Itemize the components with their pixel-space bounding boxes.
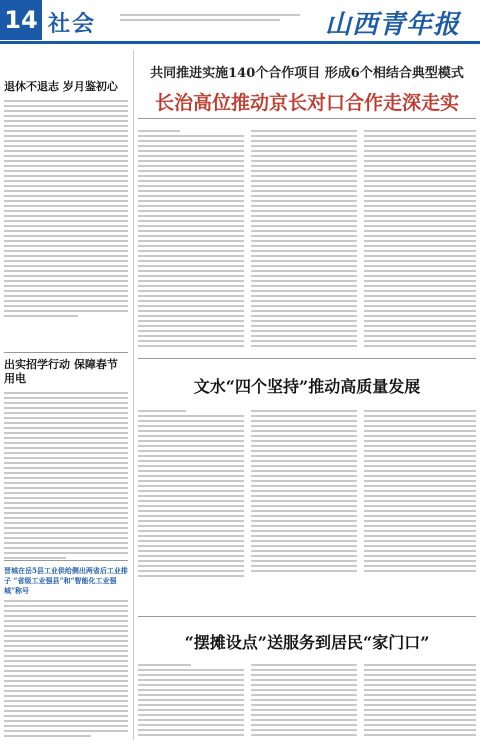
left-mid-body bbox=[4, 392, 128, 562]
section-title: 社会 bbox=[48, 11, 97, 37]
main-headline: 长治高位推动京长对口合作走深走实 bbox=[154, 92, 459, 114]
divider bbox=[138, 358, 476, 359]
page-number: 14 bbox=[0, 0, 42, 40]
divider bbox=[138, 616, 476, 617]
middle-headline: 文水“四个坚持”推动高质量发展 bbox=[193, 377, 421, 396]
left-bottom-headline: 晋城在岳5县工业供给侧出两省后工业排子 “省级工业强县”和“智能化工业强城”称号 bbox=[4, 566, 128, 595]
middle-body-col-3 bbox=[364, 410, 476, 575]
column-divider bbox=[133, 50, 134, 740]
paper-logo: 山西青年报 bbox=[325, 10, 461, 40]
middle-body-col-1 bbox=[138, 410, 244, 580]
main-body-col-2 bbox=[251, 130, 357, 350]
bottom-body-col-1 bbox=[138, 664, 244, 739]
bottom-headline: “摆摊设点”送服务到居民“家门口” bbox=[184, 633, 430, 652]
left-bottom-body bbox=[4, 600, 128, 740]
masthead bbox=[0, 0, 480, 44]
main-body-col-3 bbox=[364, 130, 476, 350]
masthead-meta bbox=[120, 6, 300, 24]
bottom-body-col-3 bbox=[364, 664, 476, 739]
divider bbox=[138, 118, 476, 119]
left-top-body bbox=[4, 100, 128, 320]
divider bbox=[4, 560, 128, 561]
main-body-col-1 bbox=[138, 130, 244, 350]
left-mid-headline: 出实招学行动 保障春节用电 bbox=[4, 358, 118, 385]
main-kicker: 共同推进实施140个合作项目 形成6个相结合典型模式 bbox=[150, 66, 464, 81]
divider bbox=[4, 352, 128, 353]
middle-body-col-2 bbox=[251, 410, 357, 575]
left-top-headline: 退休不退志 岁月鉴初心 bbox=[4, 80, 118, 93]
bottom-body-col-2 bbox=[251, 664, 357, 739]
